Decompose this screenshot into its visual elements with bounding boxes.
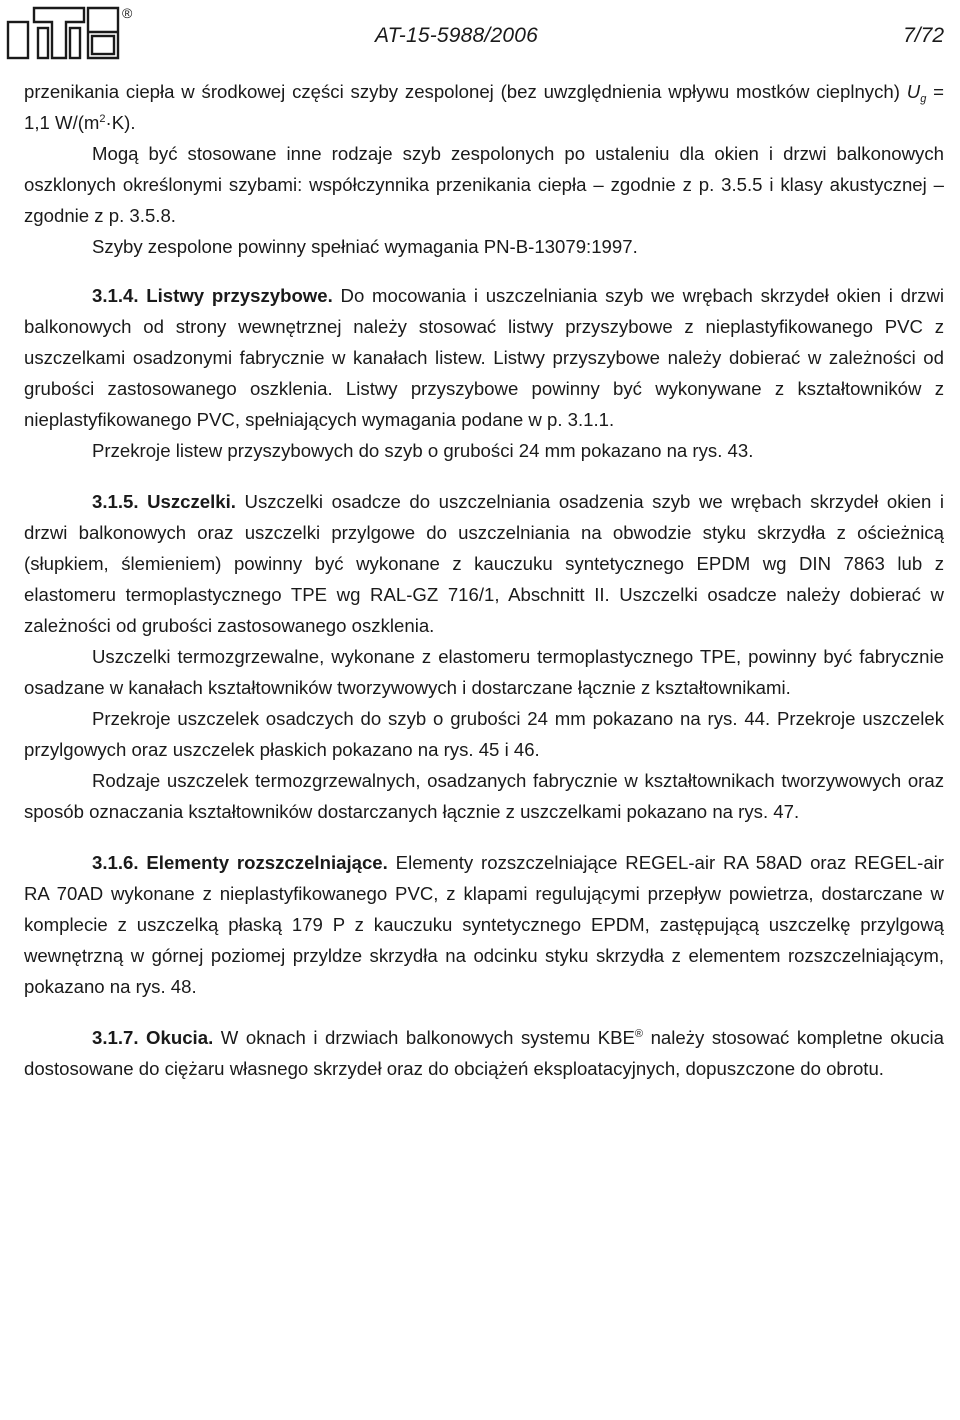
paragraph-other-glazing: Mogą być stosowane inne rodzaje szyb zespolonych po ustaleniu dla okien i drzwi balkonowych oszklonych określonymi szybami: współczynnika przenikania ciepła – zgodnie z p. 3.5.5 i klasy akustycznej – zgodnie z p. 3.5.8. — [24, 143, 944, 226]
u-symbol: U — [906, 81, 921, 102]
document-body — [24, 76, 944, 1084]
section-title: 3.1.6. Elementy rozszczelniające. — [92, 852, 388, 873]
page-header — [0, 0, 960, 70]
section-3-1-5: 3.1.5. Uszczelki. Uszczelki osadcze do uszczelniania osadzenia szyb we wrębach skrzydeł okien i drzwi balkonowych oraz uszczelki przylgowe do uszczelniania na obwodzie styku skrzydła z ościeżnicą (słupkiem, ślemieniem) powinny być wykonane z kauczuku syntetycznego EPDM wg DIN 7863 lub z elastomeru termoplastycznego TPE wg RAL-GZ 716/1, Abschnitt II. Uszczelki osadcze należy dobierać w zależności od grubości zastosowanego oszklenia. — [24, 491, 944, 636]
section-title: 3.1.7. Okucia. — [92, 1027, 214, 1048]
itb-logo-icon — [4, 4, 144, 62]
paragraph-heat-transfer: przenikania ciepła w środkowej części szyby zespolonej (bez uwzględnienia wpływu mostków cieplnych) $U_g = 1,1$ $W/(m^2\cdot K)$. — [24, 81, 944, 133]
paragraph-standard: Szyby zespolone powinny spełniać wymagania PN-B-13079:1997. — [92, 236, 638, 257]
section-3-1-6: 3.1.6. Elementy rozszczelniające. Elementy rozszczelniające REGEL-air RA 58AD oraz REGEL-air RA 70AD wykonane z nieplastyfikowanego PVC, z klapami regulującymi przepływ powietrza, dostarczane w komplecie z uszczelką płaską 179 P z kauczuku syntetycznego EPDM, zastępującą uszczelkę przylgową wewnętrzną w górnej poziomej przyldze skrzydła na odcinku styku skrzydła z elementem rozszczelniającym, pokazano na rys. 48. — [24, 852, 944, 997]
section-3-1-4: 3.1.4. Listwy przyszybowe. Do mocowania i uszczelniania szyb we wrębach skrzydeł okien i drzwi balkonowych od strony wewnętrznej należy stosować listwy przyszybowe z nieplastyfikowanego PVC z uszczelkami osadzonymi fabrycznie w kanałach listew. Listwy przyszybowe należy dobierać w zależności od grubości zastosowanego oszklenia. Listwy przyszybowe powinny być wykonywane z kształtowników z nieplastyfikowanego PVC, spełniających wymagania podane w p. 3.1.1. — [24, 285, 945, 430]
paragraph-fig-47: Rodzaje uszczelek termozgrzewalnych, osadzanych fabrycznie w kształtownikach tworzywowych oraz sposób oznaczania kształtowników dostarczanych łącznie z uszczelkami pokazano na rys. 47. — [24, 770, 944, 822]
section-title: 3.1.5. Uszczelki. — [92, 491, 236, 512]
page-number: 7/72 — [903, 24, 944, 47]
document-number: AT-15-5988/2006 — [375, 24, 538, 47]
paragraph-fig-43: Przekroje listew przyszybowych do szyb o grubości 24 mm pokazano na rys. 43. — [92, 440, 754, 461]
section-title: 3.1.4. Listwy przyszybowe. — [92, 285, 333, 306]
section-3-1-7: 3.1.7. Okucia. W oknach i drzwiach balkonowych systemu KBE® należy stosować kompletne okucia dostosowane do ciężaru własnego skrzydeł oraz do obciążeń eksploatacyjnych, dopuszczone do obrotu. — [24, 1027, 944, 1079]
registered-mark: ® — [122, 5, 133, 21]
paragraph-thermal-seals: Uszczelki termozgrzewalne, wykonane z elastomeru termoplastycznego TPE, powinny być fabrycznie osadzane w kanałach kształtowników tworzywowych i dostarczane łącznie z kształtownikami. — [24, 646, 944, 698]
paragraph-fig-44: Przekroje uszczelek osadczych do szyb o grubości 24 mm pokazano na rys. 44. Przekroje uszczelek przylgowych oraz uszczelek płaskich pokazano na rys. 45 i 46. — [24, 708, 944, 760]
